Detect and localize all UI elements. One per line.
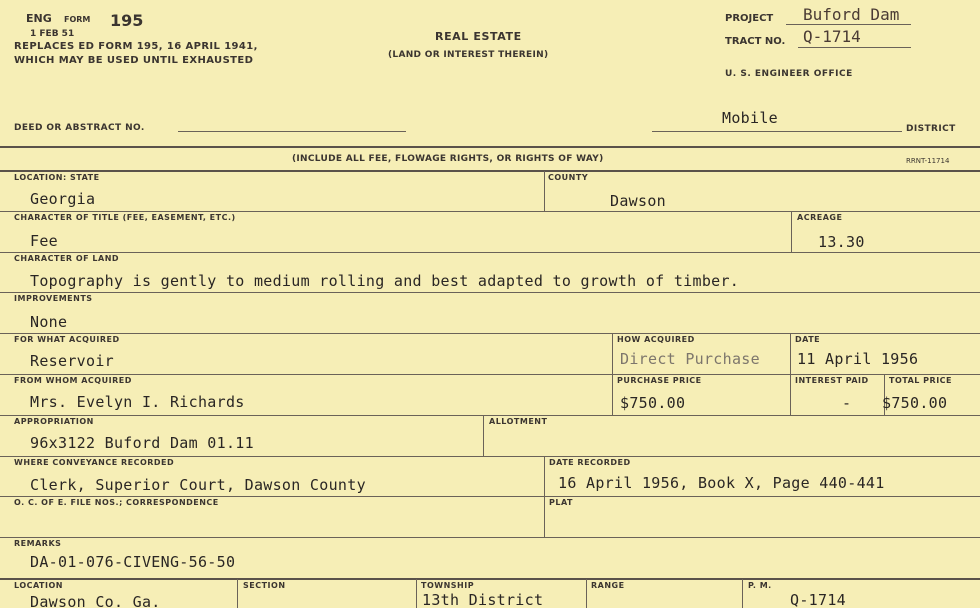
how-label: HOW ACQUIRED (617, 335, 695, 344)
divider (790, 334, 791, 416)
rule (0, 333, 980, 334)
from-value: Mrs. Evelyn I. Richards (30, 393, 245, 411)
improvements-label: IMPROVEMENTS (14, 294, 93, 303)
replaces-line1: REPLACES ED FORM 195, 16 APRIL 1941, (14, 41, 258, 52)
title-value: Fee (30, 232, 58, 250)
rule (0, 537, 980, 538)
location-label: LOCATION (14, 581, 63, 590)
deed-line (178, 131, 406, 132)
pm-label: P. M. (748, 581, 772, 590)
divider (483, 416, 484, 457)
price-value: $750.00 (620, 394, 686, 412)
rule-bottom (0, 578, 980, 580)
plat-label: PLAT (549, 498, 573, 507)
district-label: DISTRICT (906, 124, 956, 134)
rule-include (0, 170, 980, 172)
form-date: 1 FEB 51 (30, 29, 75, 39)
divider (237, 579, 238, 608)
tract-label: TRACT NO. (725, 36, 786, 47)
card-code: RRNT-11714 (906, 157, 950, 165)
appropriation-value: 96x3122 Buford Dam 01.11 (30, 434, 254, 452)
county-value: Dawson (610, 192, 666, 210)
project-line (786, 24, 911, 25)
from-label: FROM WHOM ACQUIRED (14, 376, 132, 385)
office-label: U. S. ENGINEER OFFICE (725, 69, 853, 79)
replaces-line2: WHICH MAY BE USED UNTIL EXHAUSTED (14, 55, 254, 66)
date-recorded-label: DATE RECORDED (549, 458, 631, 467)
oc-label: O. C. OF E. FILE NOS.; CORRESPONDENCE (14, 498, 219, 507)
location-value: Dawson Co. Ga. (30, 593, 161, 608)
district-value: Mobile (722, 109, 778, 127)
appropriation-label: APPROPRIATION (14, 417, 94, 426)
divider (586, 579, 587, 608)
pm-value: Q-1714 (790, 591, 846, 608)
township-value: 13th District (422, 591, 544, 608)
rule (0, 496, 980, 497)
acquired-for-label: FOR WHAT ACQUIRED (14, 335, 120, 344)
project-label: PROJECT (725, 13, 774, 24)
divider (742, 579, 743, 608)
land-value: Topography is gently to medium rolling and best adapted to growth of timber. (30, 272, 740, 290)
include-note: (INCLUDE ALL FEE, FLOWAGE RIGHTS, OR RIGHTS OF WAY) (292, 154, 604, 164)
township-label: TOWNSHIP (421, 581, 475, 590)
form-title: REAL ESTATE (435, 30, 522, 43)
rule-top (0, 146, 980, 148)
conveyance-label: WHERE CONVEYANCE RECORDED (14, 458, 175, 467)
divider (791, 212, 792, 252)
remarks-label: REMARKS (14, 539, 62, 548)
rule (0, 415, 980, 416)
divider (544, 457, 545, 538)
form-subtitle: (LAND OR INTEREST THEREIN) (388, 50, 549, 60)
tract-value: Q-1714 (803, 27, 861, 46)
rule (0, 374, 980, 375)
total-label: TOTAL PRICE (889, 376, 953, 385)
conveyance-value: Clerk, Superior Court, Dawson County (30, 476, 366, 494)
location-state-value: Georgia (30, 190, 96, 208)
divider (544, 171, 545, 212)
allotment-label: ALLOTMENT (489, 417, 548, 426)
title-label: CHARACTER OF TITLE (FEE, EASEMENT, ETC.) (14, 213, 236, 222)
county-label: COUNTY (548, 173, 589, 182)
deed-label: DEED OR ABSTRACT NO. (14, 123, 145, 133)
section-label: SECTION (243, 581, 286, 590)
location-state-label: LOCATION: STATE (14, 173, 100, 182)
district-line (652, 131, 902, 132)
remarks-value: DA-01-076-CIVENG-56-50 (30, 553, 236, 571)
improvements-value: None (30, 313, 68, 331)
rule (0, 292, 980, 293)
form-number: 195 (110, 11, 144, 30)
divider (612, 334, 613, 416)
date-recorded-value: 16 April 1956, Book X, Page 440-441 (558, 474, 885, 492)
tract-line (798, 47, 911, 48)
land-label: CHARACTER OF LAND (14, 254, 120, 263)
total-value: $750.00 (882, 394, 948, 412)
interest-value: - (842, 394, 852, 412)
rule (0, 456, 980, 457)
date-label: DATE (795, 335, 821, 344)
acreage-value: 13.30 (818, 233, 865, 251)
interest-label: INTEREST PAID (795, 376, 869, 385)
range-label: RANGE (591, 581, 625, 590)
how-value: Direct Purchase (620, 350, 760, 368)
form-word: FORM (64, 15, 91, 24)
price-label: PURCHASE PRICE (617, 376, 702, 385)
project-value: Buford Dam (803, 5, 900, 24)
rule (0, 211, 980, 212)
divider (416, 579, 417, 608)
acreage-label: ACREAGE (797, 213, 843, 222)
rule (0, 252, 980, 253)
date-value: 11 April 1956 (797, 350, 919, 368)
form-eng: ENG (26, 12, 52, 25)
acquired-for-value: Reservoir (30, 352, 114, 370)
